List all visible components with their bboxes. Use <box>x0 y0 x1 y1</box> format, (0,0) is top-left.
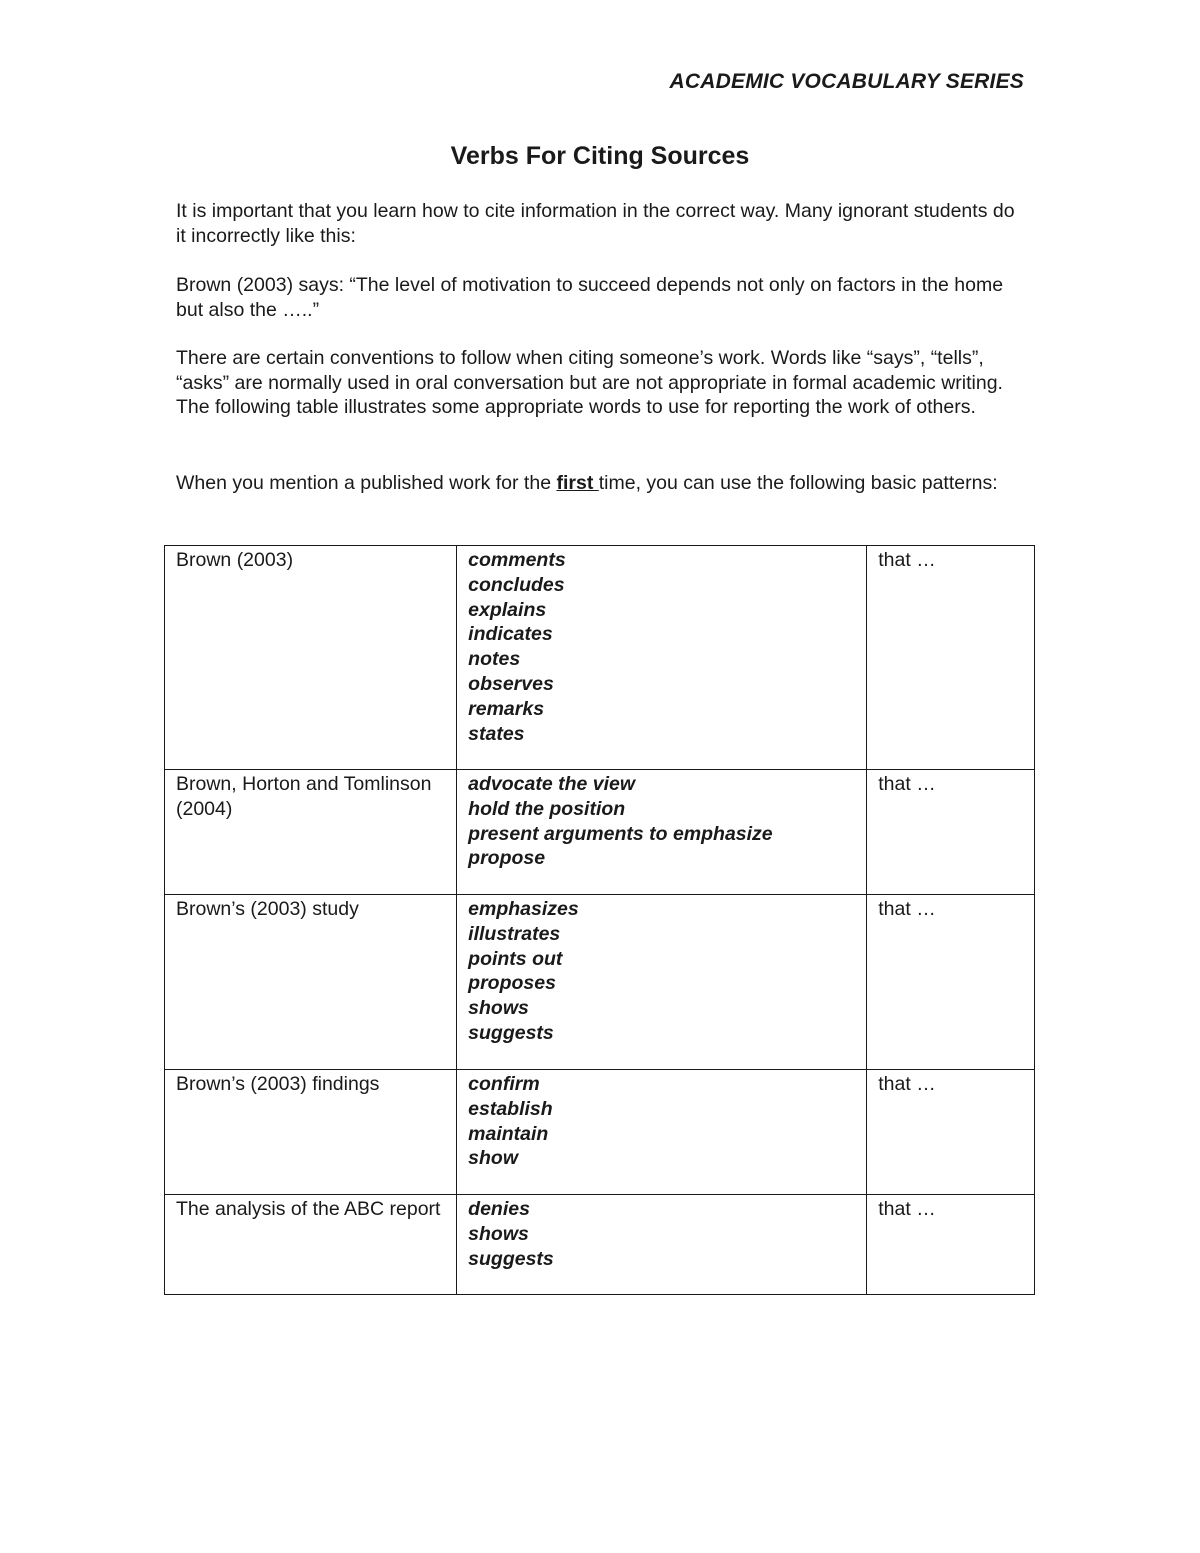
verb-item: proposes <box>468 972 556 995</box>
table-row <box>165 1070 1035 1195</box>
verb-item: suggests <box>468 1021 554 1044</box>
that-cell: that … <box>867 1195 1035 1295</box>
subject-cell: The analysis of the ABC report <box>165 1195 457 1295</box>
verb-item: explains <box>468 598 547 621</box>
verb-item: hold the position <box>468 797 626 820</box>
verb-item: indicates <box>468 623 553 646</box>
that-cell: that … <box>867 770 1035 895</box>
subject-cell: Brown’s (2003) study <box>165 895 457 1070</box>
verb-item: confirm <box>468 1073 540 1095</box>
subject-cell: Brown, Horton and Tomlinson (2004) <box>165 770 457 895</box>
verb-item: denies <box>468 1198 530 1220</box>
verb-item: establish <box>468 1097 553 1120</box>
verb-item: notes <box>468 648 521 671</box>
verb-item: comments <box>468 549 566 571</box>
series-header: ACADEMIC VOCABULARY SERIES <box>669 70 1024 93</box>
citation-verbs-table <box>164 545 1035 1295</box>
verbs-cell <box>457 1070 867 1195</box>
verb-item: show <box>468 1147 518 1170</box>
verbs-cell <box>457 1195 867 1295</box>
verb-item: maintain <box>468 1122 549 1145</box>
verb-item: remarks <box>468 697 545 720</box>
verb-item: present arguments to emphasize <box>468 822 773 845</box>
verbs-cell <box>457 770 867 895</box>
that-cell: that … <box>867 546 1035 770</box>
p4-text-after: time, you can use the following basic patterns: <box>598 472 998 494</box>
verb-item: shows <box>468 1222 529 1245</box>
verb-item: advocate the view <box>468 773 636 795</box>
verb-item: observes <box>468 672 554 695</box>
page-title: Verbs For Citing Sources <box>450 142 750 170</box>
verb-item: illustrates <box>468 922 561 945</box>
intro-paragraph-4 <box>176 471 1026 496</box>
verbs-cell <box>457 546 867 770</box>
p4-emphasis: first <box>556 472 599 494</box>
table-row <box>165 1195 1035 1295</box>
that-cell: that … <box>867 895 1035 1070</box>
verb-item: suggests <box>468 1247 554 1270</box>
p4-text-before: When you mention a published work for the <box>176 472 557 494</box>
verb-item: concludes <box>468 573 565 596</box>
verb-item: states <box>468 722 525 745</box>
table-row <box>165 546 1035 770</box>
table-row <box>165 770 1035 895</box>
subject-cell: Brown (2003) <box>165 546 457 770</box>
verb-item: shows <box>468 997 529 1020</box>
verbs-cell <box>457 895 867 1070</box>
verb-item: emphasizes <box>468 898 579 920</box>
that-cell: that … <box>867 1070 1035 1195</box>
intro-paragraph-3: There are certain conventions to follow when citing someone’s work. Words like “says”, “tells”, “asks” are normally used in oral conversation but are not appropriate in formal academic writing. The following table illustrates some appropriate words to use for reporting the work of others. <box>176 347 1003 418</box>
example-citation-paragraph: Brown (2003) says: “The level of motivation to succeed depends not only on factors in the home but also the …..” <box>176 274 1004 321</box>
verb-item: propose <box>468 847 546 870</box>
intro-paragraph-1: It is important that you learn how to cite information in the correct way. Many ignorant students do it incorrectly like this: <box>176 200 1015 247</box>
table-row <box>165 895 1035 1070</box>
verb-item: points out <box>468 947 563 970</box>
subject-cell: Brown’s (2003) findings <box>165 1070 457 1195</box>
